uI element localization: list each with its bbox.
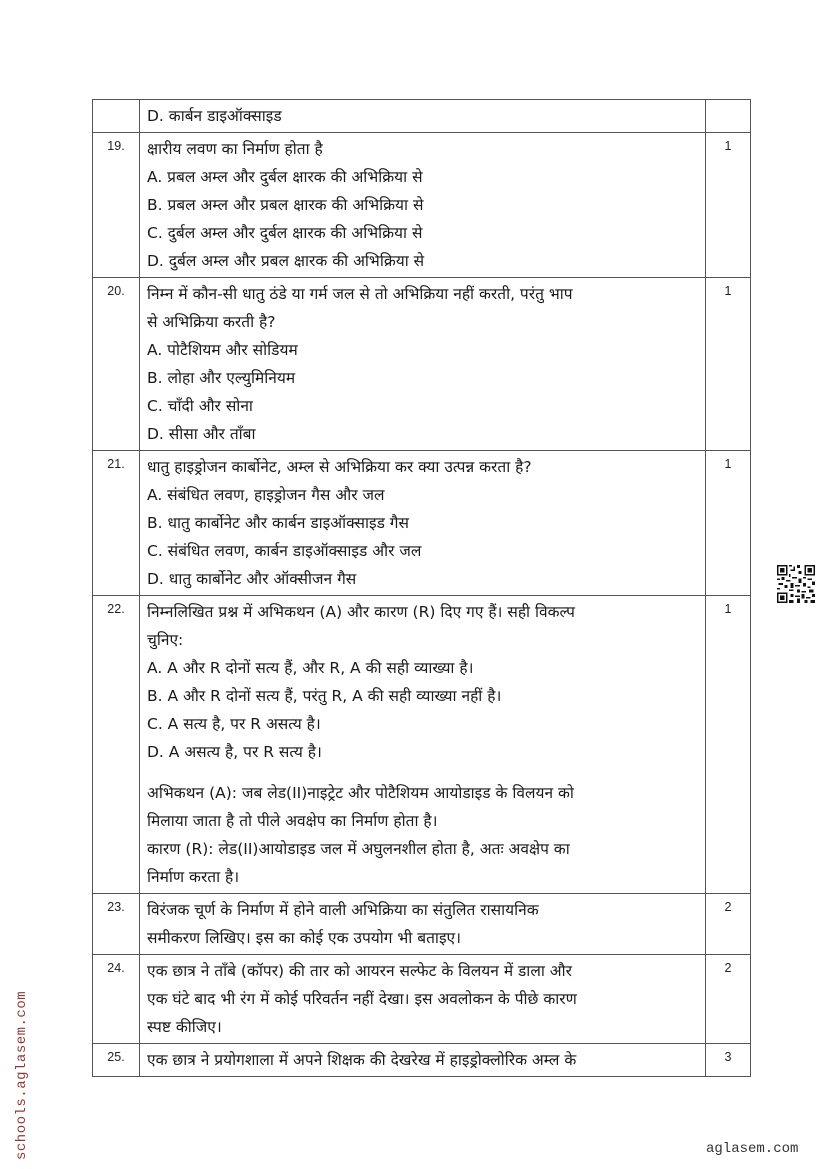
spacer [147, 766, 699, 779]
question-number: 25. [93, 1044, 140, 1077]
question-body [140, 100, 706, 133]
option-c: C. चाँदी और सोना [147, 397, 253, 415]
option-c: C. दुर्बल अम्ल और दुर्बल क्षारक की अभिक्रिया से [147, 224, 423, 242]
table-row-q19 [93, 133, 751, 278]
table-row-q24 [93, 955, 751, 1044]
reason-text: कारण (R): लेड(II)आयोडाइड जल में अघुलनशील होता है, अतः अवक्षेप का [147, 840, 570, 858]
assertion-text-cont: मिलाया जाता है तो पीले अवक्षेप का निर्माण होता है। [147, 812, 438, 830]
question-body [140, 278, 706, 451]
question-text: निम्न में कौन-सी धातु ठंडे या गर्म जल से तो अभिक्रिया नहीं करती, परंतु भाप [147, 285, 573, 303]
question-marks: 3 [706, 1044, 751, 1077]
question-number: 20. [93, 278, 140, 451]
option-d: D. दुर्बल अम्ल और प्रबल क्षारक की अभिक्रिया से [147, 252, 425, 270]
table-row-q23 [93, 894, 751, 955]
question-body [140, 133, 706, 278]
option-c: C. A सत्य है, पर R असत्य है। [147, 715, 321, 733]
table-row-q22 [93, 596, 751, 894]
option-b: B. प्रबल अम्ल और प्रबल क्षारक की अभिक्रिया से [147, 196, 424, 214]
reason-text-cont: निर्माण करता है। [147, 868, 240, 886]
question-number: 21. [93, 451, 140, 596]
question-number [93, 100, 140, 133]
question-marks [706, 100, 751, 133]
question-text-cont: चुनिए: [147, 631, 184, 649]
assertion-text: अभिकथन (A): जब लेड(II)नाइट्रेट और पोटैशियम आयोडाइड के विलयन को [147, 784, 574, 802]
option-d: D. A असत्य है, पर R सत्य है। [147, 743, 322, 761]
side-watermark: schools.aglasem.com [14, 990, 30, 1160]
question-text-cont: स्पष्ट कीजिए। [147, 1018, 222, 1036]
question-text-cont: समीकरण लिखिए। इस का कोई एक उपयोग भी बताइए। [147, 929, 461, 947]
question-number: 24. [93, 955, 140, 1044]
question-marks: 1 [706, 596, 751, 894]
option-a: A. संबंधित लवण, हाइड्रोजन गैस और जल [147, 486, 385, 504]
question-marks: 1 [706, 133, 751, 278]
question-text-cont: एक घंटे बाद भी रंग में कोई परिवर्तन नहीं देखा। इस अवलोकन के पीछे कारण [147, 990, 577, 1008]
question-marks: 2 [706, 894, 751, 955]
option-a: A. A और R दोनों सत्य हैं, और R, A की सही व्याख्या है। [147, 659, 474, 677]
option-b: B. A और R दोनों सत्य हैं, परंतु R, A की सही व्याख्या नहीं है। [147, 687, 502, 705]
question-body [140, 955, 706, 1044]
question-text: विरंजक चूर्ण के निर्माण में होने वाली अभिक्रिया का संतुलित रासायनिक [147, 901, 539, 919]
question-body [140, 894, 706, 955]
option-a: A. प्रबल अम्ल और दुर्बल क्षारक की अभिक्रिया से [147, 168, 423, 186]
question-number: 22. [93, 596, 140, 894]
option-b: B. लोहा और एल्युमिनियम [147, 369, 296, 387]
option-a: A. पोटैशियम और सोडियम [147, 341, 298, 359]
option-c: C. संबंधित लवण, कार्बन डाइऑक्साइड और जल [147, 542, 422, 560]
question-number: 19. [93, 133, 140, 278]
question-text-cont: से अभिक्रिया करती है? [147, 313, 276, 331]
option-b: B. धातु कार्बोनेट और कार्बन डाइऑक्साइड गैस [147, 514, 409, 532]
footer-watermark: aglasem.com [706, 1141, 799, 1157]
option-d: D. सीसा और ताँबा [147, 425, 256, 443]
table-row-q21 [93, 451, 751, 596]
question-text: एक छात्र ने ताँबे (कॉपर) की तार को आयरन सल्फेट के विलयन में डाला और [147, 962, 572, 980]
question-text: एक छात्र ने प्रयोगशाला में अपने शिक्षक की देखरेख में हाइड्रोक्लोरिक अम्ल के [147, 1051, 577, 1069]
option-d: D. कार्बन डाइऑक्साइड [147, 107, 282, 125]
option-d: D. धातु कार्बोनेट और ऑक्सीजन गैस [147, 570, 357, 588]
table-row-q20 [93, 278, 751, 451]
question-number: 23. [93, 894, 140, 955]
question-body [140, 451, 706, 596]
table-row-q25 [93, 1044, 751, 1077]
question-text: धातु हाइड्रोजन कार्बोनेट, अम्ल से अभिक्रिया कर क्या उत्पन्न करता है? [147, 458, 532, 476]
question-body [140, 596, 706, 894]
table-row-continuation [93, 100, 751, 133]
question-text: निम्नलिखित प्रश्न में अभिकथन (A) और कारण (R) दिए गए हैं। सही विकल्प [147, 603, 575, 621]
question-marks: 2 [706, 955, 751, 1044]
question-body [140, 1044, 706, 1077]
question-marks: 1 [706, 278, 751, 451]
question-text: क्षारीय लवण का निर्माण होता है [147, 140, 323, 158]
question-table [92, 99, 751, 1077]
qr-code-icon [777, 565, 815, 603]
question-marks: 1 [706, 451, 751, 596]
